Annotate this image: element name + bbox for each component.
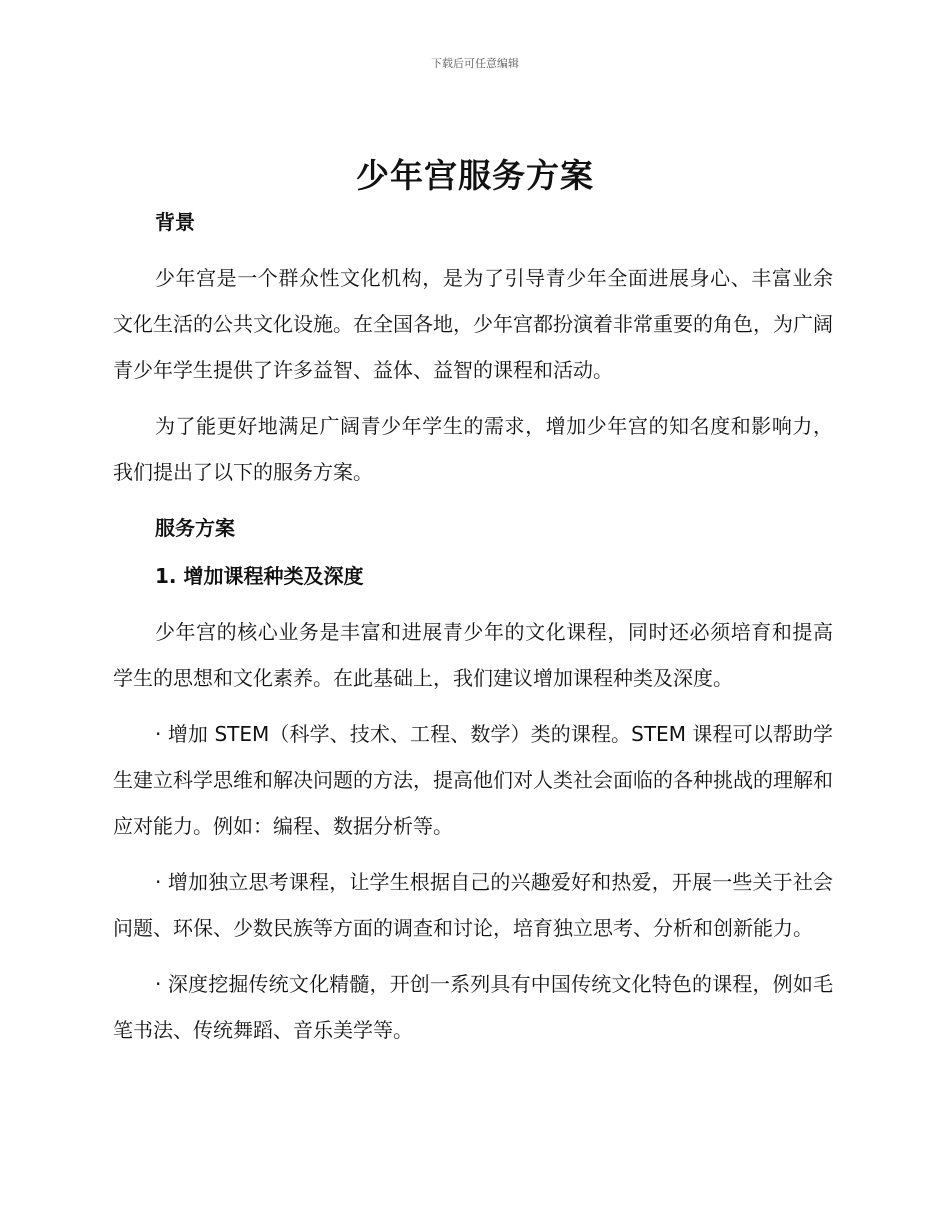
document-title: 少年宫服务方案: [356, 156, 594, 195]
bullet-item: · 深度挖掘传统文化精髓，开创一系列具有中国传统文化特色的课程，例如毛笔书法、传统舞蹈、音乐美学等。: [113, 972, 833, 1042]
header-note: 下载后可任意编辑: [431, 57, 519, 70]
subsection-heading: 1. 增加课程种类及深度: [155, 564, 364, 588]
paragraph: 少年宫是一个群众性文化机构，是为了引导青少年全面进展身心、丰富业余文化生活的公共文化设施。在全国各地，少年宫都扮演着非常重要的角色，为广阔青少年学生提供了许多益智、益体、益智的课程和活动。: [113, 266, 833, 382]
section-heading-background: 背景: [155, 210, 195, 234]
paragraph: 为了能更好地满足广阔青少年学生的需求，增加少年宫的知名度和影响力，我们提出了以下的服务方案。: [113, 414, 833, 484]
section-heading-plan: 服务方案: [155, 516, 235, 540]
paragraph: 少年宫的核心业务是丰富和进展青少年的文化课程，同时还必须培育和提高学生的思想和文化素养。在此基础上，我们建议增加课程种类及深度。: [113, 620, 833, 690]
document-body: [113, 205, 833, 1053]
bullet-item: · 增加独立思考课程，让学生根据自己的兴趣爱好和热爱，开展一些关于社会问题、环保、少数民族等方面的调查和讨论，培育独立思考、分析和创新能力。: [113, 870, 833, 940]
bullet-item: · 增加 STEM（科学、技术、工程、数学）类的课程。STEM 课程可以帮助学生建立科学思维和解决问题的方法，提高他们对人类社会面临的各种挑战的理解和应对能力。例如：编程、数据分析等。: [113, 722, 833, 838]
